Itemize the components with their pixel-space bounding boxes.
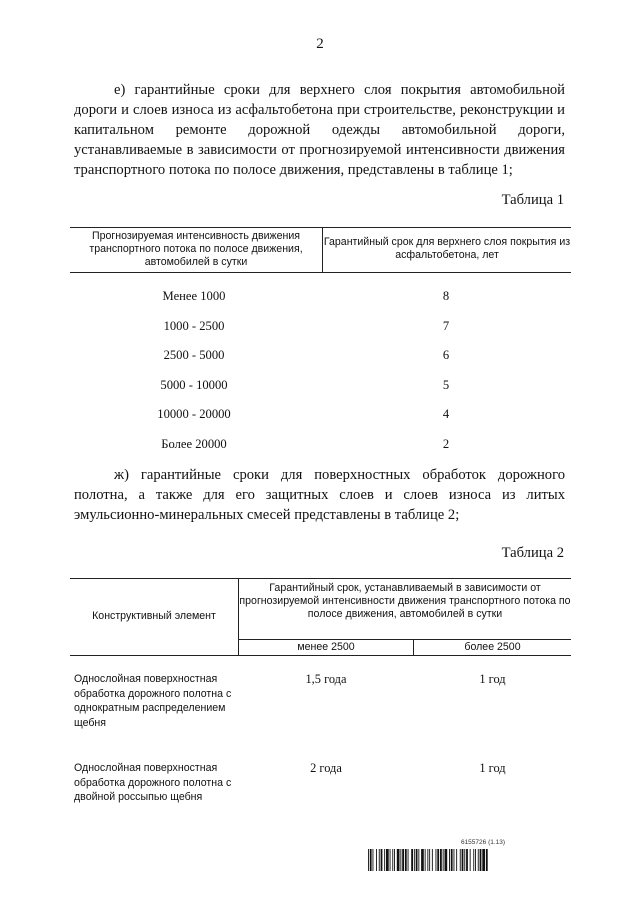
table2-less-cell: 2 года [310,761,342,775]
barcode-bar [421,849,424,871]
barcode-bar [460,849,461,871]
barcode-bar [376,849,377,871]
table-row [70,378,571,398]
table-row [70,407,571,427]
barcode-bar [418,849,419,871]
table2-subheader-more: более 2500 [464,641,521,653]
barcode-bar [454,849,455,871]
barcode-bar [432,849,433,871]
document-code: 6155726 (1.13) [460,839,506,846]
table2 [70,578,571,803]
table2-less-cell: 1,5 года [305,672,347,686]
table-row [70,319,571,339]
barcode-bar [436,849,437,871]
table1-years-cell: 8 [442,289,450,303]
paragraph-e-first-line: е) гарантийные сроки для верхнего слоя покрытия автомобильной [114,82,565,98]
table1-intensity-cell: 1000 - 2500 [163,319,225,333]
barcode-bar [392,849,393,871]
barcode-bar [408,849,409,871]
paragraph-e [74,80,565,180]
barcode-image [368,849,568,871]
barcode-bar [373,849,374,871]
table1-years-cell: 2 [442,437,450,451]
table2-subheader-less: менее 2500 [297,641,355,653]
table1-intensity-cell: 2500 - 5000 [163,348,225,362]
table1-header-intensity: Прогнозируемая интенсивность движения транспортного потока по полосе движения, автомобилей в сутки [89,230,303,268]
table2-more-cell: 1 год [479,761,506,775]
barcode-bar [397,849,400,871]
barcode-bar [482,849,485,871]
barcode-bar [456,849,457,871]
page-number: 2 [316,36,324,52]
barcode-bar [425,849,426,871]
table2-header-element: Конструктивный элемент [92,610,216,622]
table2-subheader-rule [238,639,571,640]
table2-header-term: Гарантийный срок, устанавливаемый в зависимости от прогнозируемой интенсивности движения транспортного потока по полосе движения, автомобилей в сутки [239,582,571,620]
table-row [70,289,571,309]
table2-more-cell: 1 год [479,672,506,686]
barcode-bar [414,849,415,871]
barcode-bar [411,849,413,871]
barcode-bar [386,849,389,871]
paragraph-zh-first-line: ж) гарантийные сроки для поверхностных обработок дорожного [114,467,565,483]
table1-header-term: Гарантийный срок для верхнего слоя покрытия из асфальтобетона, лет [323,236,571,261]
barcode-bar [470,849,471,871]
table1-years-cell: 6 [442,348,450,362]
barcode-bar [416,849,418,871]
table2-element-cell: Однослойная поверхностная обработка дорожного полотна с однократным распределением щебня [74,673,232,729]
barcode-bar [405,849,407,871]
barcode-bar [475,849,476,871]
barcode-bar [462,849,464,871]
table2-element-cell: Однослойная поверхностная обработка дорожного полотна с двойной россыпью щебня [74,762,232,803]
barcode-bar [379,849,380,871]
barcode-bar [429,849,430,871]
barcode-bar [451,849,453,871]
table-row [70,437,571,457]
barcode-bar [466,849,468,871]
barcode-bar [486,849,488,871]
paragraph-zh-body: полотна, а также для его защитных слоев и слоев износа из литых эмульсионно-минеральных смесей представлены в таблице 2; [74,487,565,523]
barcode-bar [400,849,401,871]
table1-years-cell: 7 [442,319,450,333]
barcode-bar [443,849,444,871]
table1-intensity-cell: Более 20000 [161,437,227,451]
barcode-bar [445,849,448,871]
barcode-bar [473,849,474,871]
barcode-bar [480,849,482,871]
table1-years-cell: 4 [442,407,450,421]
barcode-bar [381,849,383,871]
barcode-bar [402,849,404,871]
table1-intensity-cell: 10000 - 20000 [157,407,231,421]
paragraph-zh [74,465,565,525]
table2-header [70,579,571,656]
paragraph-e-body: дороги и слоев износа из асфальтобетона при строительстве, реконструкции и капитальном ремонте дорожной одежды автомобильной дороги, устанавливаемые в зависимости от прогнозируемой интенсивности движения транспортного потока по полосе движения, представлены в таблице 1; [74,102,565,178]
table2-caption: Таблица 2 [501,545,564,561]
table1-intensity-cell: 5000 - 10000 [160,378,228,392]
table1-caption: Таблица 1 [501,192,564,208]
table1-intensity-cell: Менее 1000 [162,289,226,303]
barcode-bar [384,849,385,871]
table1-header [70,228,571,273]
barcode-bar [440,849,442,871]
barcode-bar [427,849,428,871]
barcode-bar [464,849,465,871]
table-row [70,348,571,368]
barcode-bar [437,849,439,871]
table1-years-cell: 5 [442,378,450,392]
barcode-bar [478,849,479,871]
barcode-bar [390,849,391,871]
barcode-bar [394,849,395,871]
barcode-bar [449,849,450,871]
table1 [70,227,571,451]
barcode-bar [370,849,372,871]
barcode-bar [368,849,369,871]
